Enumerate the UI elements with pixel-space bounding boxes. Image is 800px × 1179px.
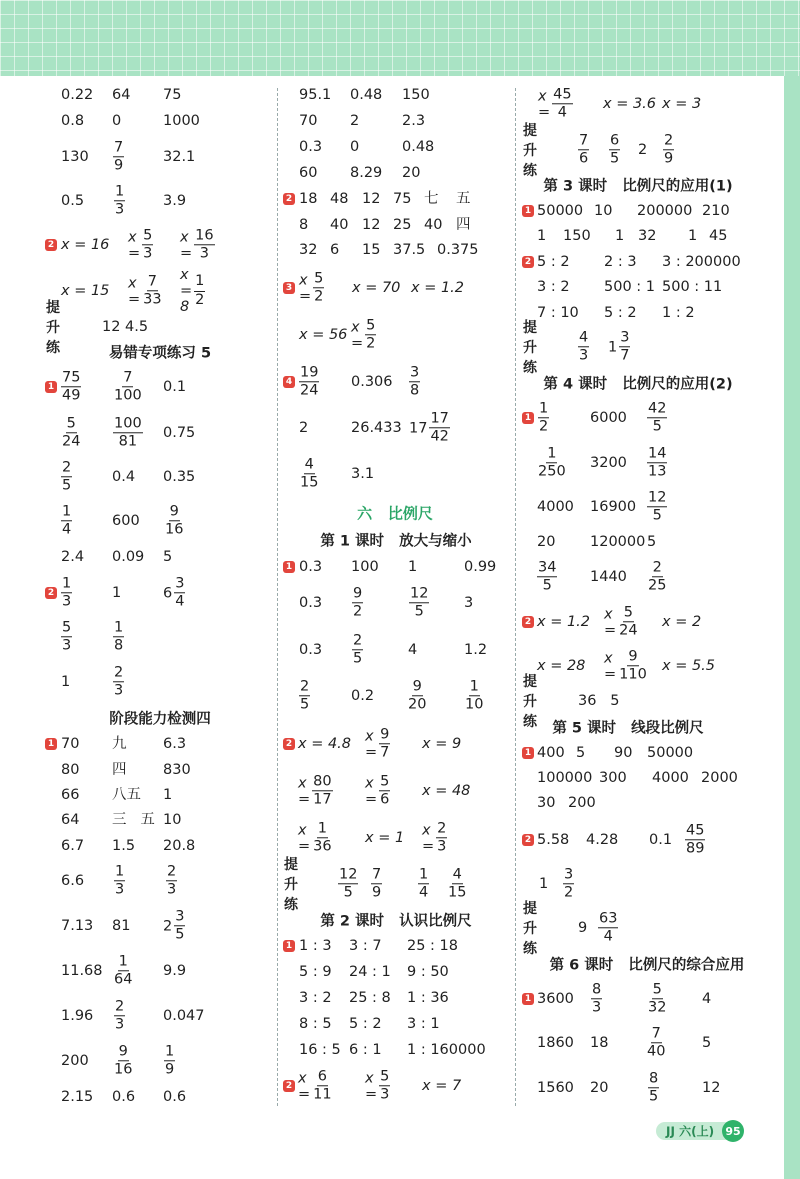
fraction: 12 5 (339, 866, 358, 901)
answer: 120000 (590, 533, 646, 550)
answer: x = 1.2 (537, 613, 591, 630)
answer: 8 (299, 216, 309, 233)
answer: 9 (578, 919, 588, 936)
question-badge: 1 (522, 993, 534, 1005)
answer: 200000 (637, 202, 693, 219)
answer: 4 (408, 641, 418, 658)
answer: 66 (61, 786, 80, 803)
answer: 0.3 (299, 558, 323, 575)
fraction: 5 24 (62, 415, 81, 450)
answer: x = 3.6 (603, 95, 657, 112)
answer: x = 1 (365, 829, 405, 846)
answer: 0.48 (402, 138, 435, 155)
ratio: 9 : 50 (407, 963, 449, 980)
fraction: 8 5 (649, 1070, 659, 1105)
answer: 1 (688, 227, 698, 244)
answer: 50000 (537, 202, 584, 219)
ratio: 1 : 36 (407, 989, 449, 1006)
fraction: 9 2 (353, 585, 363, 620)
answer: 5.58 (537, 831, 570, 848)
answer: 0.3 (299, 138, 323, 155)
answer: 45 (709, 227, 728, 244)
fraction: 19 24 (300, 364, 319, 399)
fraction: 42 5 (648, 400, 667, 435)
answer: 0.1 (649, 831, 673, 848)
answer: 七 (424, 190, 439, 207)
answer: 2.4 (61, 548, 85, 565)
answer: 0.306 (351, 373, 393, 390)
lesson-heading: 第 6 课时 比例尺的综合应用 (549, 957, 745, 974)
answer: 1 (539, 875, 549, 892)
equation: x = $\frac{1}{36}$ (298, 820, 332, 855)
answer: 0.48 (350, 86, 383, 103)
answer: 五 (456, 190, 471, 207)
fraction: 5 3 (62, 619, 72, 654)
answer: 0.3 (299, 594, 323, 611)
fraction: 9 20 (408, 678, 427, 713)
answer: 32 (638, 227, 657, 244)
answer: 三 五 (112, 811, 155, 828)
answer: x = 70 (352, 279, 401, 296)
equation: x = 8 1 2 (180, 267, 205, 315)
answer: 6.7 (61, 837, 85, 854)
answer: 20 (590, 1079, 609, 1096)
fraction: 1 3 (115, 183, 125, 218)
answer: 0.4 (112, 468, 136, 485)
equation: x = $\frac{5}{3}$ (365, 1068, 390, 1103)
answer: 50000 (647, 744, 694, 761)
ratio: 3 : 7 (349, 937, 382, 954)
answer: 150 (402, 86, 430, 103)
answer: 0.047 (163, 1007, 205, 1024)
answer: 70 (61, 735, 80, 752)
answer: 70 (299, 112, 318, 129)
fraction: 1 3 (115, 863, 125, 898)
lesson-heading: 第 1 课时 放大与缩小 (320, 533, 472, 550)
answer: x = 5.5 (662, 657, 716, 674)
question-badge: 1 (522, 747, 534, 759)
answer: 4000 (537, 498, 574, 515)
fraction: 2 3 (115, 998, 125, 1033)
answer: 4000 (652, 769, 689, 786)
lesson-heading: 第 4 课时 比例尺的应用(2) (543, 376, 733, 393)
answer: 0.09 (112, 548, 145, 565)
ratio: 25 : 18 (407, 937, 459, 954)
answer: 830 (163, 761, 191, 778)
fraction: 8 3 (592, 981, 602, 1016)
fraction: 14 13 (648, 445, 667, 480)
answer: 12 (362, 190, 381, 207)
answer: 64 (112, 86, 131, 103)
fraction: 4 15 (448, 866, 467, 901)
extension-label: 提升练 (46, 300, 60, 356)
fraction: 3 8 (410, 364, 420, 399)
footer-grade-label: JJ 六(上) (666, 1124, 715, 1139)
answer: 400 (537, 744, 565, 761)
answer: x = 28 (537, 657, 586, 674)
ratio: 3 : 2 (299, 989, 332, 1006)
answer: 15 (362, 241, 381, 258)
answer: 0.1 (163, 378, 187, 395)
answer: 90 (614, 744, 633, 761)
fraction: 2 5 (62, 459, 72, 494)
answer: 60 (299, 164, 318, 181)
equation: x = $\frac{5}{2}$ (351, 317, 376, 352)
answer: 0.2 (351, 687, 375, 704)
equation: x = $\frac{7}{33}$ (128, 273, 162, 308)
ratio: 1 : 3 (299, 937, 332, 954)
answer: 2.15 (61, 1088, 94, 1105)
mixed-number: 2 3 5 (163, 908, 185, 943)
answer: 四 (456, 216, 471, 233)
ratio: 6 : 1 (349, 1041, 382, 1058)
answer: 0.22 (61, 86, 94, 103)
question-badge: 2 (45, 239, 57, 251)
extension-label: 提升练 (523, 320, 537, 376)
column-divider-2 (515, 88, 516, 1106)
question-badge: 2 (283, 193, 295, 205)
answer: 20.8 (163, 837, 196, 854)
ratio: 8 : 5 (299, 1015, 332, 1032)
answer: 3 (464, 594, 474, 611)
question-badge: 2 (522, 834, 534, 846)
question-badge: 4 (283, 376, 295, 388)
answer: 40 (424, 216, 443, 233)
fraction: 1 4 (62, 503, 72, 538)
answer: 9.9 (163, 962, 187, 979)
fraction: 1 8 (114, 619, 124, 654)
answer: 1 (615, 227, 625, 244)
answer: 600 (112, 512, 140, 529)
question-badge: 2 (522, 616, 534, 628)
answer: 1 (408, 558, 418, 575)
question-badge: 1 (283, 561, 295, 573)
answer: 1.2 (464, 641, 488, 658)
answer: 80 (61, 761, 80, 778)
fraction: 75 49 (62, 369, 81, 404)
ratio: 5 : 9 (299, 963, 332, 980)
ratio: 1 : 160000 (407, 1041, 486, 1058)
fraction: 1 2 (539, 400, 549, 435)
answer: 1 (163, 786, 173, 803)
lesson-heading: 第 3 课时 比例尺的应用(1) (543, 178, 733, 195)
answer: 6.6 (61, 872, 85, 889)
answer: 0.6 (163, 1088, 187, 1105)
answer: x = 3 (662, 95, 702, 112)
answer: 12 4.5 (102, 318, 149, 335)
fraction: 7 9 (114, 139, 124, 174)
fraction: 1 9 (165, 1043, 175, 1078)
ratio: 25 : 8 (349, 989, 391, 1006)
answer: 150 (563, 227, 591, 244)
fraction: 45 89 (686, 822, 705, 857)
answer: 26.433 (351, 419, 402, 436)
extension-label: 提升练 (284, 857, 298, 913)
answer: 18 (590, 1034, 609, 1051)
ratio: 5 : 2 (537, 253, 570, 270)
fraction: 4 3 (579, 329, 589, 364)
equation: x = $\frac{5}{6}$ (365, 773, 390, 808)
answer: 100000 (537, 769, 593, 786)
answer: x = 48 (422, 782, 471, 799)
answer: 75 (393, 190, 412, 207)
fraction: 12 5 (410, 585, 429, 620)
fraction: 9 16 (114, 1043, 133, 1078)
answer: 18 (299, 190, 318, 207)
ratio: 3 : 2 (537, 278, 570, 295)
answer: 0 (112, 112, 122, 129)
answer: 5 (702, 1034, 712, 1051)
ratio: 2 : 3 (604, 253, 637, 270)
answer: 0.375 (437, 241, 479, 258)
answer: 0.35 (163, 468, 196, 485)
fraction: 1 250 (538, 445, 566, 480)
answer: 1 (112, 584, 122, 601)
answer: 0.3 (299, 641, 323, 658)
question-badge: 3 (283, 282, 295, 294)
extension-label: 提升练 (523, 901, 537, 957)
ratio: 5 : 2 (604, 304, 637, 321)
fraction: 3 2 (564, 866, 574, 901)
equation: x = $\frac{16}{3}$ (180, 227, 214, 262)
question-badge: 1 (522, 205, 534, 217)
fraction: 34 5 (538, 559, 557, 594)
answer: 九 (112, 735, 127, 752)
mixed-number: 6 3 4 (163, 575, 185, 610)
answer: 3.1 (351, 465, 375, 482)
answer: 81 (112, 917, 131, 934)
question-badge: 2 (283, 1080, 295, 1092)
page-number: 95 (722, 1120, 744, 1142)
answer: x = 1.2 (411, 279, 465, 296)
answer: 3200 (590, 454, 627, 471)
answer: 30 (537, 794, 556, 811)
answer: 0 (350, 138, 360, 155)
fraction: 12 5 (648, 489, 667, 524)
equation: x = $\frac{45}{4}$ (538, 86, 572, 121)
answer: 32 (299, 241, 318, 258)
answer: 25 (393, 216, 412, 233)
question-badge: 2 (522, 256, 534, 268)
answer: 2 (299, 419, 309, 436)
answer: 200 (568, 794, 596, 811)
fraction: 2 5 (353, 632, 363, 667)
answer: 4.28 (586, 831, 619, 848)
ratio: 500 : 11 (662, 278, 723, 295)
answer: 0.6 (112, 1088, 136, 1105)
answer: 四 (112, 761, 127, 778)
fraction: 1 10 (465, 678, 484, 713)
answer: 16900 (590, 498, 637, 515)
answer: x = 15 (61, 282, 110, 299)
answer: 0.75 (163, 424, 196, 441)
answer: 5 (647, 533, 657, 550)
fraction: 2 3 (167, 863, 177, 898)
answer: 2000 (701, 769, 738, 786)
ratio: 500 : 1 (604, 278, 656, 295)
answer: 100 (351, 558, 379, 575)
answer: 2 (350, 112, 360, 129)
answer: x = 7 (422, 1077, 462, 1094)
lesson-heading: 第 2 课时 认识比例尺 (320, 913, 472, 930)
answer: 12 (362, 216, 381, 233)
answer: 3600 (537, 990, 574, 1007)
fraction: 7 6 (579, 132, 589, 167)
ratio: 1 : 2 (662, 304, 695, 321)
answer: 75 (163, 86, 182, 103)
equation: x = $\frac{80}{17}$ (298, 773, 332, 808)
answer: 48 (330, 190, 349, 207)
answer: 6.3 (163, 735, 187, 752)
fraction: 7 100 (114, 369, 142, 404)
answer: 1000 (163, 112, 200, 129)
answer: 7.13 (61, 917, 94, 934)
answer: 2.3 (402, 112, 426, 129)
equation: x = $\frac{2}{3}$ (422, 820, 447, 855)
answer: x = 2 (662, 613, 702, 630)
fraction: 1 64 (114, 953, 133, 988)
answer: 64 (61, 811, 80, 828)
question-badge: 2 (45, 587, 57, 599)
ratio: 3 : 200000 (662, 253, 741, 270)
answer: 1 (537, 227, 547, 244)
extension-label: 提升练 (523, 674, 537, 730)
right-margin-strip (784, 76, 800, 1179)
fraction: 2 9 (664, 132, 674, 167)
equation: x = $\frac{5}{3}$ (128, 227, 153, 262)
answer: 210 (702, 202, 730, 219)
answer: 5 (576, 744, 586, 761)
fraction: 5 32 (648, 981, 667, 1016)
fraction: 1 3 (62, 575, 72, 610)
ratio: 7 : 10 (537, 304, 579, 321)
answer: 20 (537, 533, 556, 550)
answer: 130 (61, 148, 89, 165)
answer: 1860 (537, 1034, 574, 1051)
answer: x = 9 (422, 735, 462, 752)
question-badge: 1 (522, 412, 534, 424)
question-badge: 1 (45, 738, 57, 750)
ratio: 24 : 1 (349, 963, 391, 980)
answer: 0.99 (464, 558, 497, 575)
answer: 200 (61, 1052, 89, 1069)
question-badge: 2 (283, 738, 295, 750)
answer: 4 (702, 990, 712, 1007)
answer: 6000 (590, 409, 627, 426)
answer: 1560 (537, 1079, 574, 1096)
fraction: 2 5 (300, 678, 310, 713)
fraction: 100 81 (114, 415, 142, 450)
mixed-number: 1 3 7 (608, 329, 630, 364)
answer: 20 (402, 164, 421, 181)
equation: x = $\frac{6}{11}$ (298, 1068, 332, 1103)
answer: 36 5 (578, 692, 620, 709)
answer: x = 4.8 (298, 735, 352, 752)
answer: x = 16 (61, 236, 110, 253)
equation: x = $\frac{9}{7}$ (365, 726, 390, 761)
answer: 1.96 (61, 1007, 94, 1024)
fraction: 4 15 (300, 456, 319, 491)
header-grid-band (0, 0, 800, 76)
unit-title: 六 比例尺 (357, 504, 433, 523)
answer: 10 (594, 202, 613, 219)
fraction: 7 9 (372, 866, 382, 901)
fraction: 9 16 (165, 503, 184, 538)
answer: 12 (702, 1079, 721, 1096)
answer: 0.8 (61, 112, 85, 129)
ratio: 3 : 1 (407, 1015, 440, 1032)
answer: 0.5 (61, 192, 85, 209)
answer: 95.1 (299, 86, 332, 103)
fraction: 2 3 (114, 664, 124, 699)
ratio: 16 : 5 (299, 1041, 341, 1058)
answer: x = 56 (299, 326, 348, 343)
answer: 32.1 (163, 148, 196, 165)
equation: x = $\frac{5}{2}$ (299, 270, 324, 305)
answer: 1440 (590, 568, 627, 585)
section-heading: 阶段能力检测四 (109, 711, 211, 728)
ratio: 5 : 2 (349, 1015, 382, 1032)
answer: 8.29 (350, 164, 383, 181)
answer: 3.9 (163, 192, 187, 209)
answer: 2 (638, 141, 648, 158)
fraction: 63 4 (599, 910, 618, 945)
answer: 1 (61, 673, 71, 690)
column-divider-1 (277, 88, 278, 1106)
section-heading: 易错专项练习 5 (108, 345, 212, 362)
answer: 40 (330, 216, 349, 233)
extension-label: 提升练 (523, 123, 537, 179)
mixed-number: 17 17 42 (409, 410, 449, 445)
fraction: 2 25 (648, 559, 667, 594)
equation: x = $\frac{9}{110}$ (604, 648, 647, 683)
answer: 10 (163, 811, 182, 828)
question-badge: 1 (45, 381, 57, 393)
answer: 300 (599, 769, 627, 786)
lesson-heading: 第 5 课时 线段比例尺 (552, 720, 704, 737)
answer: 37.5 (393, 241, 426, 258)
answer: 5 (163, 548, 173, 565)
answer: 八五 (112, 786, 141, 803)
fraction: 7 40 (647, 1025, 666, 1060)
fraction: 1 4 (419, 866, 429, 901)
fraction: 6 5 (610, 132, 620, 167)
answer: 6 (330, 241, 340, 258)
answer: 11.68 (61, 962, 103, 979)
equation: x = $\frac{5}{24}$ (604, 604, 638, 639)
question-badge: 1 (283, 940, 295, 952)
answer: 1.5 (112, 837, 136, 854)
